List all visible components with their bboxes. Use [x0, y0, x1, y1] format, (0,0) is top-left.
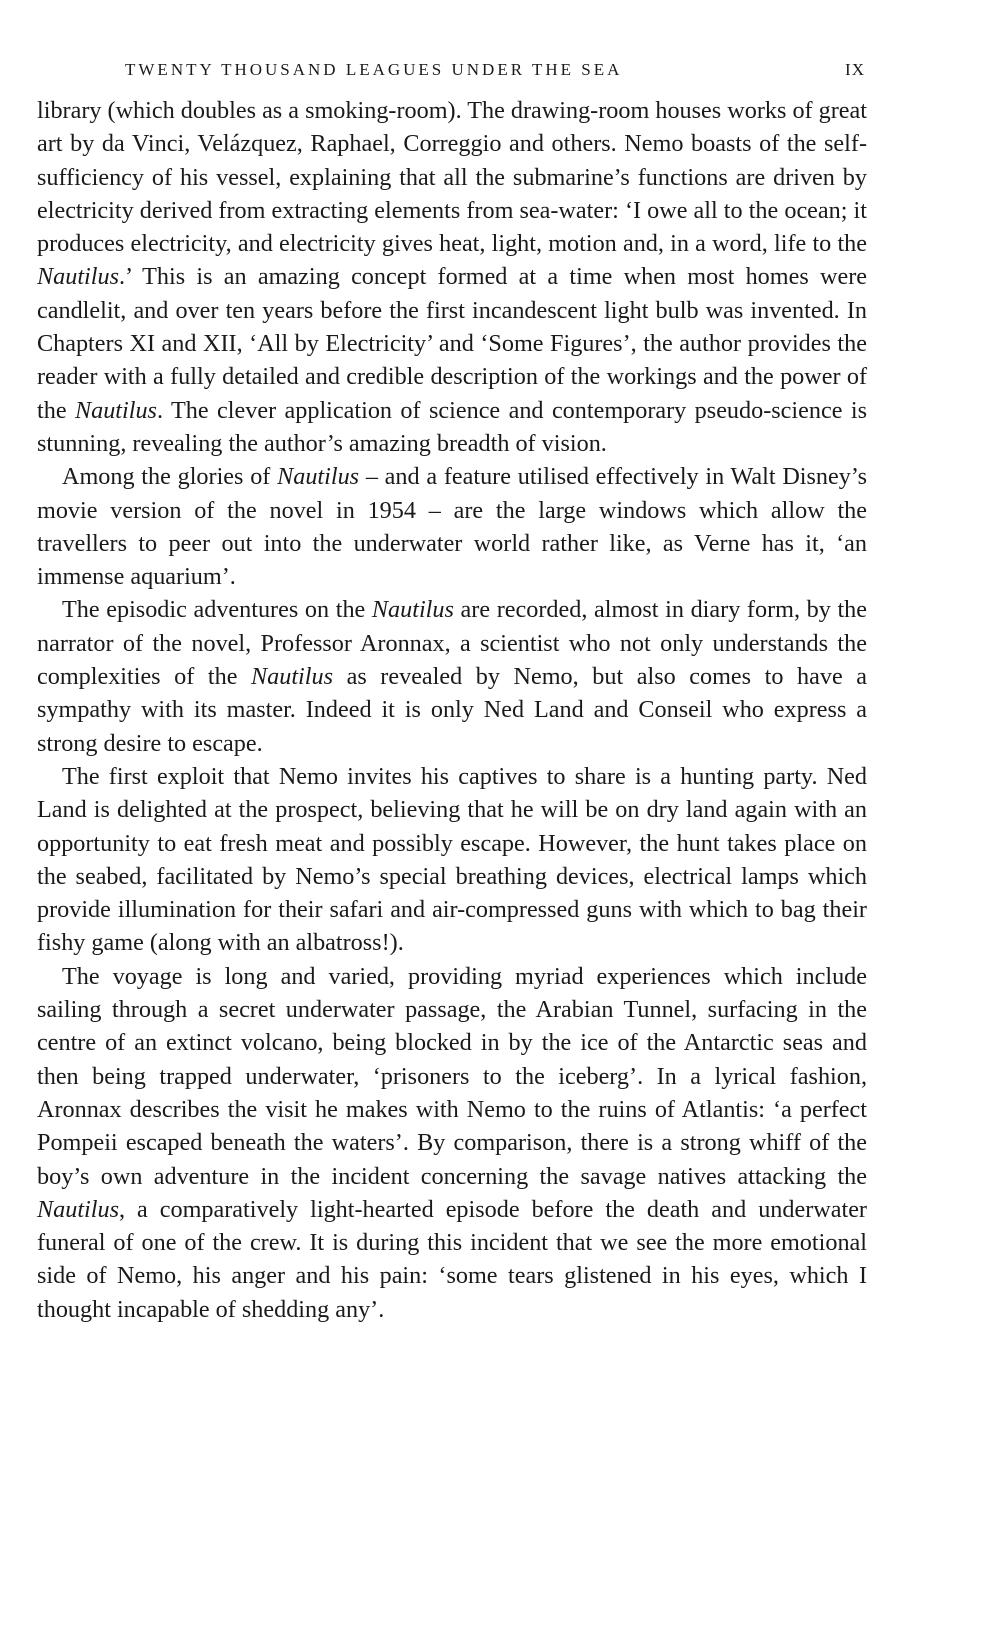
- text-run: library (which doubles as a smoking-room). The drawing-room houses works of great art by da Vinci, Velázquez, Raphael, Correggio and others. Nemo boasts of the self-sufficiency of his vessel, explaining that all the submarine’s functions are driven by electricity derived from extracting elements from sea-water: ‘I owe all to the ocean; it produces electricity, and electricity gives heat, light, motion and, in a word, life to the: [37, 97, 867, 258]
- italic-title: Nautilus: [277, 463, 360, 491]
- text-run: . The clever application of science and contemporary pseudo-science is stunning, revealing the author’s amazing breadth of vision.: [37, 396, 867, 457]
- italic-title: Nautilus: [37, 1195, 119, 1223]
- paragraph: [37, 760, 867, 960]
- text-run: Among the glories of: [62, 463, 278, 491]
- page-number: IX: [845, 60, 865, 79]
- text-run: – and a feature utilised effectively in Walt Disney’s movie version of the novel in 1954 – are the large windows which allow the travellers to peer out into the underwater world rather like, as Verne has it, ‘an immense aquarium’.: [37, 463, 867, 591]
- paragraph: [37, 960, 867, 1326]
- paragraph: [37, 460, 867, 593]
- paragraph: [37, 593, 867, 759]
- text-run: The episodic adventures on the: [62, 596, 372, 624]
- running-head: [37, 60, 867, 94]
- text-run: The first exploit that Nemo invites his captives to share is a hunting party. Ned Land is delighted at the prospect, believing that he will be on dry land again with an opportunity to eat fresh meat and possibly escape. However, the hunt takes place on the seabed, facilitated by Nemo’s special breathing devices, electrical lamps which provide illumination for their safari and air-compressed guns with which to bag their fishy game (along with an albatross!).: [37, 762, 867, 957]
- italic-title: Nautilus: [251, 663, 334, 691]
- italic-title: Nautilus: [37, 263, 119, 291]
- paragraph: [37, 94, 867, 460]
- italic-title: Nautilus: [371, 596, 454, 624]
- book-page: [37, 60, 867, 1326]
- text-run: , a comparatively light-hearted episode before the death and underwater funeral of one of the crew. It is during this incident that we see the more emotional side of Nemo, his anger and his pain: ‘some tears glistened in his eyes, which I thought incapable of shedding any’.: [37, 1195, 867, 1323]
- body-text: [37, 94, 867, 1326]
- italic-title: Nautilus: [74, 396, 157, 424]
- text-run: .’ This is an amazing concept formed at a time when most homes were candlelit, and over ten years before the first incandescent light bulb was invented. In Chapters XI and XII, ‘All by Electricity’ and ‘Some Figures’, the author provides the reader with a fully detailed and credible description of the workings and the power of the: [37, 263, 867, 424]
- running-head-title: TWENTY THOUSAND LEAGUES UNDER THE SEA: [125, 60, 623, 79]
- text-run: are recorded, almost in diary form, by the narrator of the novel, Professor Aronnax, a scientist who not only understands the complexities of the: [37, 596, 868, 691]
- text-run: The voyage is long and varied, providing myriad experiences which include sailing through a secret underwater passage, the Arabian Tunnel, surfacing in the centre of an extinct volcano, being blocked in by the ice of the Antarctic seas and then being trapped underwater, ‘prisoners to the iceberg’. In a lyrical fashion, Aronnax describes the visit he makes with Nemo to the ruins of Atlantis: ‘a perfect Pompeii escaped beneath the waters’. By comparison, there is a strong whiff of the boy’s own adventure in the incident concerning the savage natives attacking the: [37, 962, 867, 1190]
- text-run: as revealed by Nemo, but also comes to have a sympathy with its master. Indeed it is only Ned Land and Conseil who express a strong desire to escape.: [37, 663, 867, 757]
